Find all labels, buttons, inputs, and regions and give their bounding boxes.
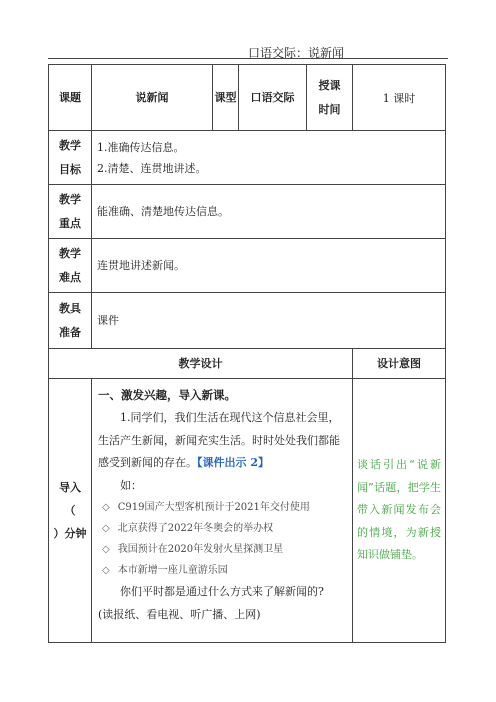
- intro-side-label: [49, 379, 92, 643]
- news-bullet: [98, 539, 346, 560]
- prep-label-line-1: 教具: [59, 301, 81, 315]
- time-label-line-2: 时间: [318, 102, 341, 116]
- intro-intent: 谈话引出“说新闻”话题，把学生带入新闻发布会的情境，为新授知识做铺垫。: [357, 458, 441, 562]
- goal-item-1: 1.准确传达信息。: [97, 140, 185, 154]
- courseware-marker: 【课件出示 2】: [197, 456, 269, 469]
- prep-content: 课件: [92, 293, 446, 349]
- diamond-icon: ◇: [102, 544, 110, 555]
- difficulty-row: [49, 239, 446, 293]
- news-bullet-text: 我国预计在2020年发射火星探测卫星: [117, 544, 284, 555]
- news-bullet: [98, 560, 346, 581]
- design-header-right: 设计意图: [353, 349, 446, 379]
- diamond-icon: ◇: [102, 565, 110, 576]
- news-bullet: [98, 497, 346, 518]
- header-rule: [48, 58, 448, 59]
- intro-heading: 一、激发兴趣，导入新课。: [98, 388, 236, 402]
- intro-paragraph-text: 1.同学们，我们生活在现代这个信息社会里， 生活产生新闻，新闻充实生活。时时处处我们都能感受到新闻的存在。: [98, 411, 340, 469]
- time-value: 1 课时: [353, 65, 446, 131]
- intro-paragraph: [98, 407, 346, 475]
- news-bullet-text: C919国产大型客机预计于2021年交付使用: [117, 502, 310, 513]
- focus-label: [49, 185, 92, 239]
- focus-content: 能准确、清楚地传达信息。: [92, 185, 446, 239]
- goals-row: [49, 131, 446, 185]
- goals-label-line-1: 教学: [59, 138, 81, 152]
- news-bullet: [98, 518, 346, 539]
- type-label: 课型: [213, 65, 239, 131]
- diamond-icon: ◇: [102, 523, 110, 534]
- page-header-title: 口语交际：说新闻: [248, 46, 345, 60]
- intro-side-line-1: 导入: [59, 481, 81, 494]
- goals-label: [49, 131, 92, 185]
- intro-row: [49, 379, 446, 643]
- news-bullet-text: 北京获得了2022年冬奥会的举办权: [117, 523, 274, 534]
- goals-label-line-2: 目标: [59, 162, 81, 176]
- difficulty-content: 连贯地讲述新闻。: [92, 239, 446, 293]
- time-label-line-1: 授课: [318, 78, 341, 92]
- intro-side-line-3: ）分钟: [53, 527, 87, 540]
- intro-intent-cell: [353, 379, 446, 643]
- design-header-row: [49, 349, 446, 379]
- intro-question: 你们平时都是通过什么方式来了解新闻的?: [120, 585, 324, 598]
- focus-label-line-1: 教学: [59, 192, 81, 206]
- difficulty-label-line-2: 难点: [59, 270, 81, 284]
- focus-label-line-2: 重点: [59, 216, 81, 230]
- news-bullet-text: 本市新增一座儿童游乐园: [117, 565, 228, 576]
- intro-side-line-2: （: [64, 504, 76, 517]
- subject-label: 课题: [49, 65, 92, 131]
- example-label: 如：: [120, 478, 142, 492]
- type-value: 口语交际: [239, 65, 307, 131]
- prep-row: [49, 293, 446, 349]
- difficulty-label-line-1: 教学: [59, 246, 81, 260]
- lesson-plan-table: [48, 64, 446, 643]
- prep-label-line-2: 准备: [59, 325, 81, 339]
- info-row: [49, 65, 446, 131]
- prep-label: [49, 293, 92, 349]
- diamond-icon: ◇: [102, 502, 110, 513]
- time-label: [307, 65, 353, 131]
- intro-content: [92, 379, 353, 643]
- focus-row: [49, 185, 446, 239]
- subject-value: 说新闻: [92, 65, 213, 131]
- goals-content: [92, 131, 446, 185]
- design-header-left: 教学设计: [49, 349, 353, 379]
- intro-answer: (读报纸、看电视、听广播、上网): [98, 607, 261, 621]
- goal-item-2: 2.清楚、连贯地讲述。: [97, 161, 207, 175]
- difficulty-label: [49, 239, 92, 293]
